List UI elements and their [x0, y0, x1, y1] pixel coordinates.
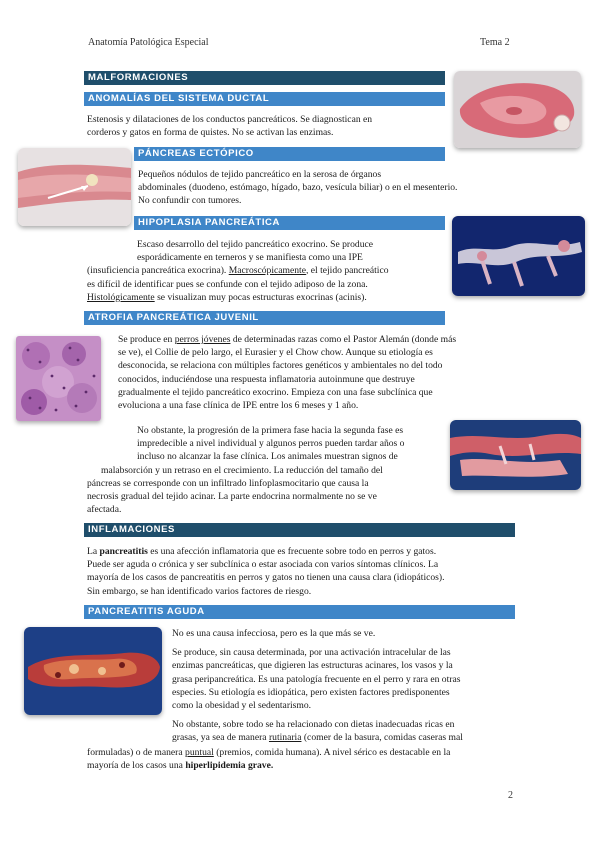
atrofia-line: impredecible a nivel individual y algunos perros pueden tardar años o: [137, 438, 405, 450]
aguda-line: [172, 731, 532, 744]
atrofia-term: perros jóvenes: [174, 334, 231, 345]
hypoplasia-photo: [452, 216, 585, 296]
inflamaciones-text: [87, 545, 527, 598]
anomalias-line: Estenosis y dilataciones de los conductos pancreáticos. Se diagnostican en: [87, 114, 373, 125]
aguda-term-puntual: puntual: [185, 747, 214, 758]
atrofia-line: páncreas se corresponde con un infiltrado linfoplasmocitario que causa la: [87, 477, 369, 489]
section-malformaciones: MALFORMACIONES: [84, 71, 445, 85]
hipoplasia-line: Escaso desarrollo del tejido pancreático exocrino. Se produce: [137, 239, 374, 250]
atrofia-line: gradualmente el tejido pancreático exocrino. Empieza con una fase subclínica que: [118, 386, 433, 398]
ectopic-pancreas-photo: [18, 148, 131, 226]
aguda-text-1: [172, 627, 532, 745]
section-hipoplasia: HIPOPLASIA PANCREÁTICA: [134, 216, 445, 230]
hipoplasia-line: esporádicamente en terneros y se manifiesta como una IPE: [137, 252, 363, 264]
atrofia-line: conocidos, induciéndose una respuesta inflamatoria autoinmune que destruye: [118, 373, 415, 385]
atrofia-line: No obstante, la progresión de la primera fase hacia la segunda fase es: [137, 425, 404, 436]
aguda-line: enzimas pancreáticas, que digieren las estructuras acinares, los vasos y la: [172, 660, 453, 672]
atrofia-line: incluso no alcanzar la fase clínica. Los animales muestran signos de: [137, 451, 398, 463]
aguda-line: Se produce, sin causa determinada, por una activación intracelular de las: [172, 647, 451, 659]
inflamaciones-line: [87, 545, 527, 558]
page-number: 2: [508, 790, 513, 801]
atrofia-line: afectada.: [87, 504, 122, 516]
ectopico-line: No confundir con tumores.: [138, 195, 242, 207]
aguda-span: formuladas) o de manera: [87, 747, 186, 758]
aguda-span: (comer de la basura, comidas caseras mal: [301, 732, 463, 744]
atrofia-line: evoluciona a una fase clínica de IPE entre los 6 meses y 1 año.: [118, 400, 359, 412]
running-header-chapter: Tema 2: [480, 37, 510, 48]
aguda-term-rutinaria: rutinaria: [268, 732, 302, 744]
aguda-line: [87, 746, 527, 759]
atrofia-line: se ve), el Collie de pelo largo, el Eurasier y el Chow chow. Aunque su etiología es: [118, 347, 433, 359]
atrofia-text-2: [87, 424, 447, 516]
aguda-span: (premios, comida humana). A nivel sérico es destacable en la: [213, 747, 451, 758]
hipoplasia-span: , el tejido pancreático: [305, 265, 389, 277]
pancreatitis-term: pancreatitis: [99, 546, 148, 557]
running-header-title: Anatomía Patológica Especial: [88, 37, 209, 48]
anomalias-text: [87, 113, 447, 139]
hipoplasia-span: (insuficiencia pancreática exocrina).: [87, 265, 227, 277]
atrophy-photo: [450, 420, 581, 490]
ectopico-text: [138, 168, 518, 208]
inflamaciones-line: Puede ser aguda o crónica y ser subclínica o estar asociada con varios síntomas clínicos. La: [87, 559, 439, 571]
hipoplasia-span: se visualizan muy pocas estructuras exocrinas (acinis).: [154, 291, 367, 303]
atrofia-line: [104, 333, 514, 346]
hiperlipidemia-term: hiperlipidemia grave.: [185, 760, 274, 772]
acute-pancreatitis-photo: [24, 627, 162, 715]
aguda-span: grasas, ya sea de manera: [172, 732, 269, 744]
aguda-line: No obstante, sobre todo se ha relacionado con dietas inadecuadas ricas en: [172, 719, 455, 731]
ectopico-line: Pequeños nódulos de tejido pancreático en la serosa de órganos: [138, 169, 382, 180]
section-anomalias: ANOMALÍAS DEL SISTEMA DUCTAL: [84, 92, 445, 106]
atrofia-span: de determinadas razas como el Pastor Alemán (donde más: [230, 334, 457, 345]
section-inflamaciones: INFLAMACIONES: [84, 523, 515, 537]
atrofia-span: Se produce en: [118, 334, 175, 345]
atrofia-line: malabsorción y un retraso en el crecimiento. La reducción del tamaño del: [101, 464, 383, 476]
aguda-line: como la obesidad y el sedentarismo.: [172, 700, 312, 712]
section-pancreatitis-aguda: PANCREATITIS AGUDA: [84, 605, 515, 619]
aguda-span: mayoría de los casos una: [87, 760, 186, 772]
inflamaciones-span: La: [87, 546, 100, 557]
hipoplasia-line: [87, 264, 459, 277]
inflamaciones-line: Sin embargo, se han identificado varios factores de riesgo.: [87, 585, 312, 597]
aguda-line: grasa peripancreática. Es una patología frecuente en el perro y rara en otras: [172, 673, 461, 685]
histology-photo: [16, 336, 101, 421]
atrofia-line: desconocida, se relaciona con múltiples factores genéticos y ambientales no del todo: [118, 360, 443, 372]
ectopico-line: abdominales (duodeno, estómago, hígado, bazo, vesícula biliar) o en el mesenterio.: [138, 182, 458, 194]
hipoplasia-text: [87, 238, 459, 304]
section-pancreas-ectopico: PÁNCREAS ECTÓPICO: [134, 147, 445, 161]
inflamaciones-line: mayoría de los casos de pancreatitis en perros y gatos no tienen una causa clara (idiopáticos).: [87, 572, 445, 584]
anomalias-line: corderos y gatos en forma de quistes. No se activan las enzimas.: [87, 127, 334, 139]
hipoplasia-histo-term: Histológicamente: [87, 291, 155, 303]
aguda-text-2: [87, 746, 527, 772]
inflamaciones-span: es una afección inflamatoria que es frecuente sobre todo en perros y gatos.: [147, 546, 437, 557]
section-atrofia: ATROFIA PANCREÁTICA JUVENIL: [84, 311, 445, 325]
aguda-line: No es una causa infecciosa, pero es la que más se ve.: [172, 628, 376, 639]
aguda-line: [87, 759, 527, 772]
pancreas-cyst-photo: [454, 71, 581, 148]
atrofia-text-1: [104, 333, 514, 412]
hipoplasia-line: [87, 291, 459, 304]
aguda-line: especies. Su etiología es idiopática, pero existen factores predisponentes: [172, 686, 450, 698]
atrofia-line: necrosis gradual del tejido acinar. La parte endocrina normalmente no se ve: [87, 491, 377, 503]
hipoplasia-macro-term: Macroscópicamente: [228, 265, 306, 277]
hipoplasia-line: es difícil de identificar pues se confunde con el tejido adiposo de la zona.: [87, 278, 368, 290]
